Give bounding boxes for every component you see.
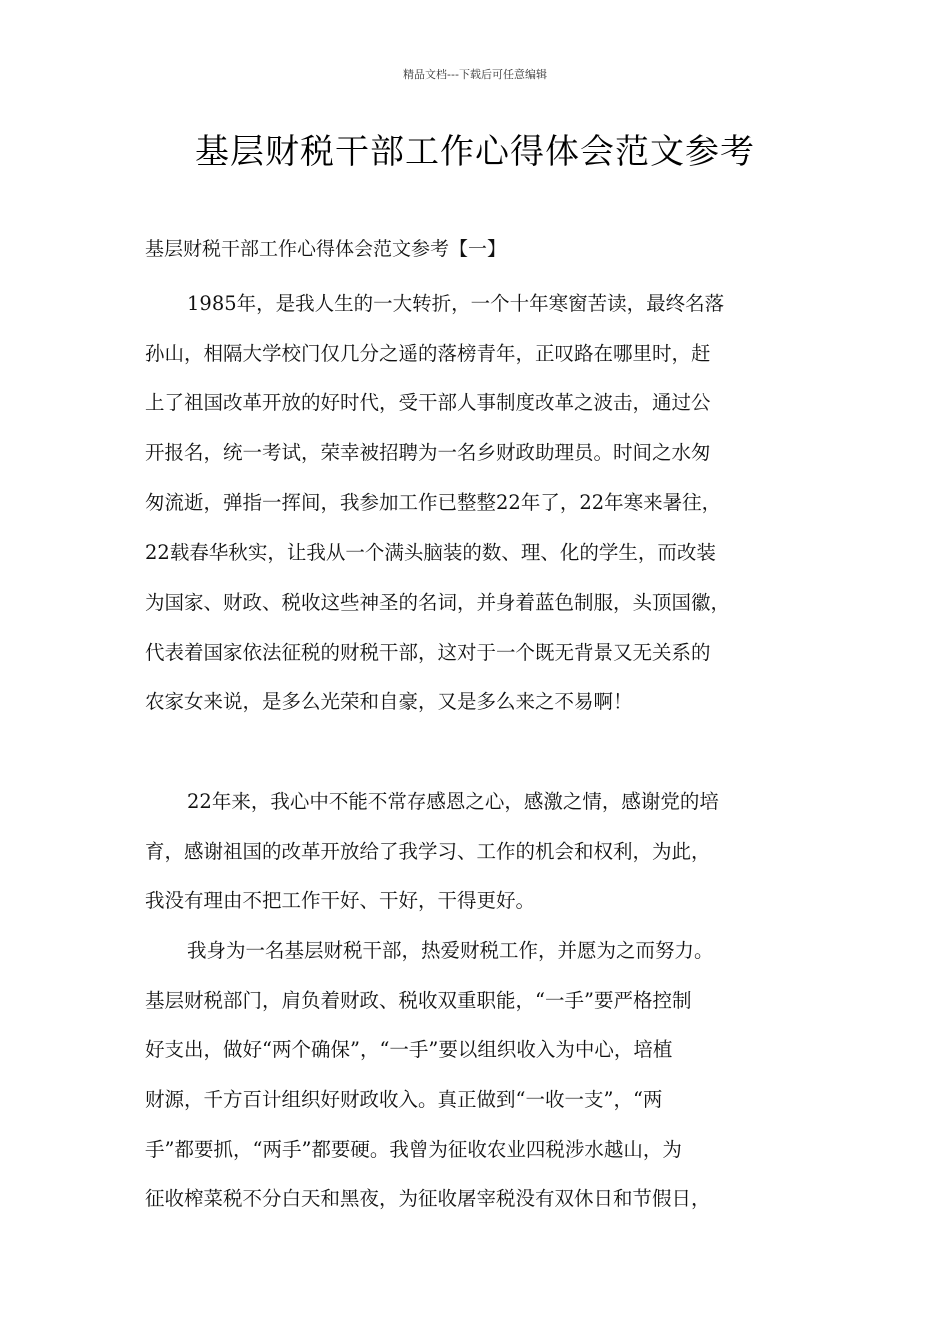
paragraph-3-line-5: 手”都要抓，“两手”都要硬。我曾为征收农业四税涉水越山，为 bbox=[145, 1138, 682, 1161]
paragraph-1-line-9: 农家女来说，是多么光荣和自豪，又是多么来之不易啊！ bbox=[145, 690, 633, 713]
paragraph-2-line-1: 22年来，我心中不能不常存感恩之心，感激之情，感谢党的培 bbox=[187, 790, 719, 813]
paragraph-1-line-7: 为国家、财政、税收这些神圣的名词，并身着蓝色制服，头顶国徽， bbox=[145, 591, 731, 614]
paragraph-1-line-6: 22载春华秋实，让我从一个满头脑装的数、理、化的学生，而改装 bbox=[145, 541, 716, 564]
paragraph-1-line-1: 1985年，是我人生的一大转折，一个十年寒窗苦读，最终名落 bbox=[187, 292, 725, 315]
paragraph-1-line-2: 孙山，相隔大学校门仅几分之遥的落榜青年，正叹路在哪里时，赶 bbox=[145, 342, 711, 365]
paragraph-1-line-5: 匆流逝，弹指一挥间，我参加工作已整整22年了，22年寒来暑往， bbox=[145, 491, 722, 514]
paragraph-1-line-4: 开报名，统一考试，荣幸被招聘为一名乡财政助理员。时间之水匆 bbox=[145, 441, 711, 464]
paragraph-3-line-6: 征收榨菜税不分白天和黑夜，为征收屠宰税没有双休日和节假日， bbox=[145, 1187, 711, 1210]
section-subheading: 基层财税干部工作心得体会范文参考【一】 bbox=[145, 238, 507, 260]
paragraph-2-line-2: 育，感谢祖国的改革开放给了我学习、工作的机会和权利，为此， bbox=[145, 840, 711, 863]
header-note: 精品文档---下载后可任意编辑 bbox=[403, 68, 547, 81]
paragraph-3-line-4: 财源，千方百计组织好财政收入。真正做到“一收一支”，“两 bbox=[145, 1088, 663, 1111]
paragraph-2-line-3: 我没有理由不把工作干好、干好，干得更好。 bbox=[145, 889, 536, 912]
paragraph-1-line-8: 代表着国家依法征税的财税干部，这对于一个既无背景又无关系的 bbox=[145, 641, 711, 664]
paragraph-3-line-2: 基层财税部门，肩负着财政、税收双重职能，“一手”要严格控制 bbox=[145, 989, 692, 1012]
paragraph-3-line-3: 好支出，做好“两个确保”，“一手”要以组织收入为中心，培植 bbox=[145, 1038, 673, 1061]
paragraph-1-line-3: 上了祖国改革开放的好时代，受干部人事制度改革之波击，通过公 bbox=[145, 391, 711, 414]
paragraph-3-line-1: 我身为一名基层财税干部，热爱财税工作，并愿为之而努力。 bbox=[187, 939, 714, 962]
document-title: 基层财税干部工作心得体会范文参考 bbox=[195, 132, 755, 172]
